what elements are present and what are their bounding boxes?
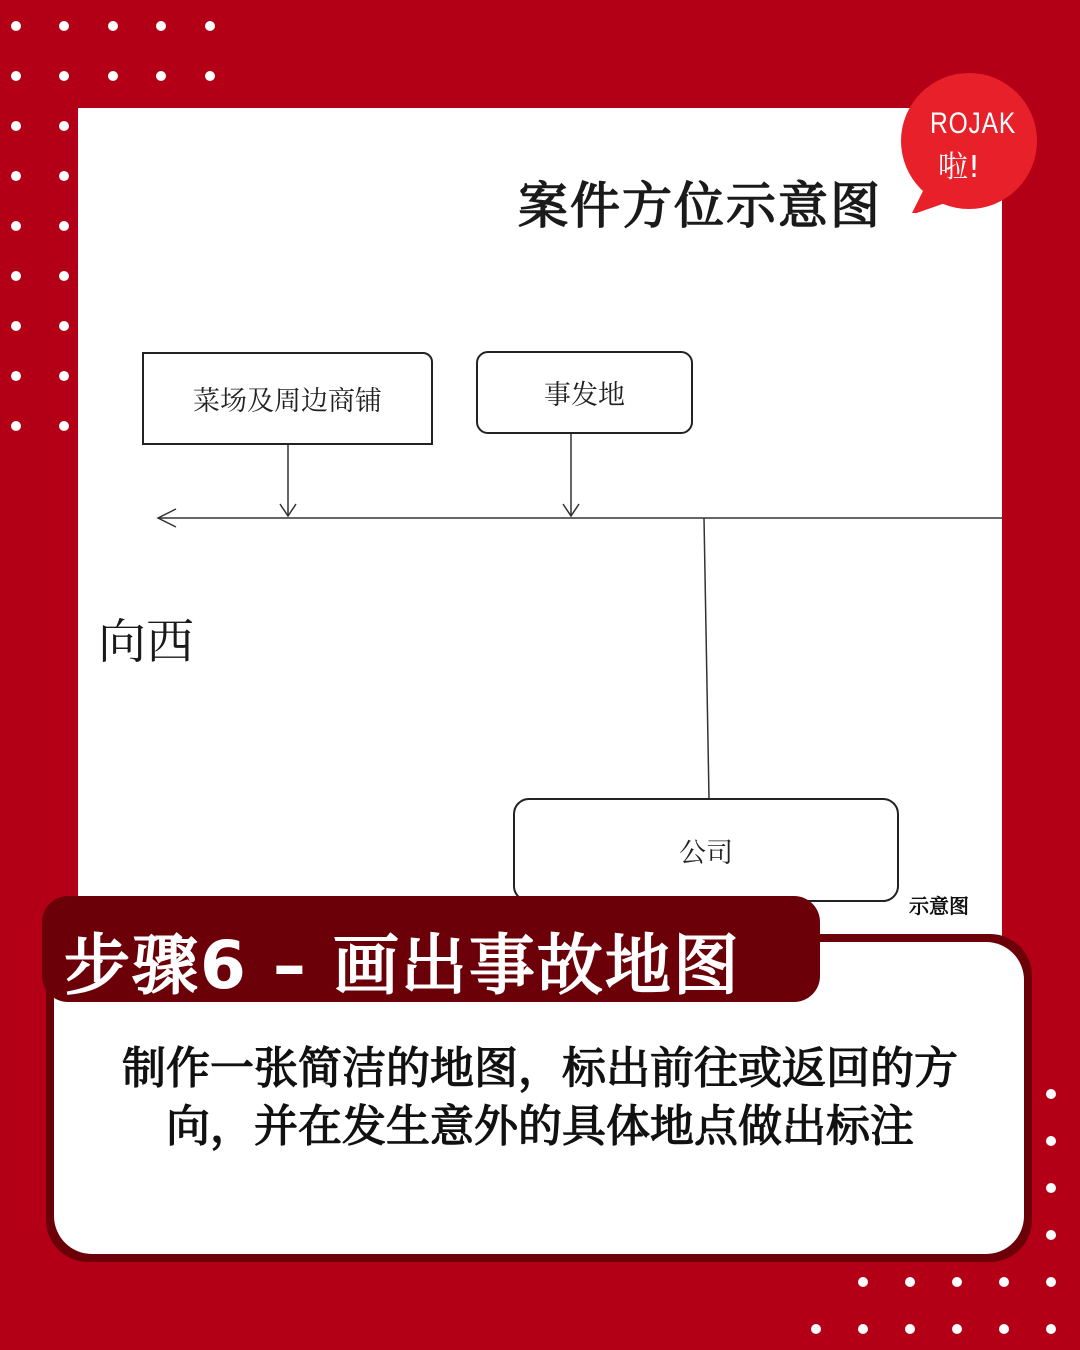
step-description: 制作一张简洁的地图，标出前往或返回的方向，并在发生意外的具体地点做出标注 xyxy=(122,1043,958,1152)
diagram-caption: 示意图 xyxy=(909,894,969,918)
direction-label: 向西 xyxy=(98,614,195,670)
diagram-paper xyxy=(78,108,1002,950)
node-incident-scene: 事发地 xyxy=(476,351,693,434)
node-market: 菜场及周边商铺 xyxy=(142,352,433,445)
diagram-title: 案件方位示意图 xyxy=(518,176,882,235)
logo-subtext: 啦! xyxy=(938,150,981,185)
company-connector xyxy=(704,518,709,798)
node-company: 公司 xyxy=(513,798,899,902)
logo-text: ROJAK xyxy=(930,107,1017,140)
step-title: 步骤6 – 画出事故地图 xyxy=(64,927,741,1004)
